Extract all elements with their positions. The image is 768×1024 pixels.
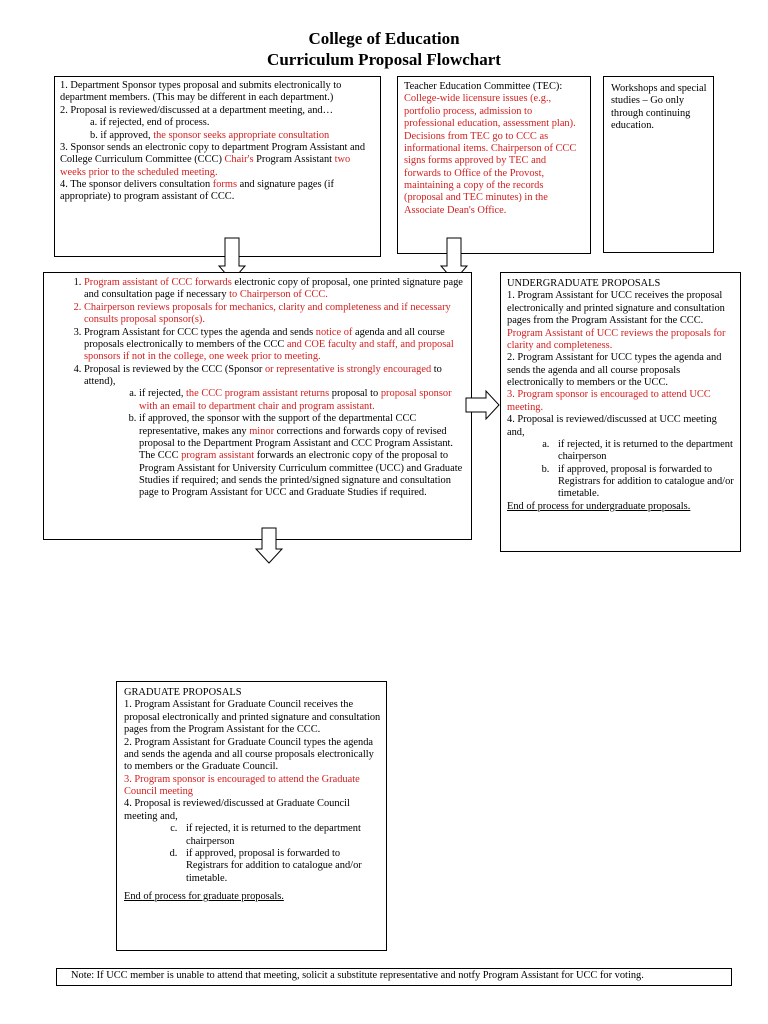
ug-title: UNDERGRADUATE PROPOSALS [507,278,661,289]
ccc-step-4b: b. if approved, the sponsor with the support of the departmental CCC representative, makes any minor corrections and forwards copy of revised proposal to the Department Program Assistant and CCC Program Assistant. The CCC program assistant forwards an electronic copy of the proposal to Program Assistant for University Curriculum committee (UCC) and Graduate Studies if required; and sends the printed/signed signature and consultation page to Program Assistant for UCC and Graduate Studies if required. [139,413,465,500]
workshops-text: Workshops and special studies – Go only through continuing education. [611,83,707,132]
grad-step-4: 4. Proposal is reviewed/discussed at Graduate Council meeting and, [124,798,350,822]
ccc-step-3: 3. Program Assistant for CCC types the agenda and sends notice of agenda and all course proposals electronically to members of the CCC and COE faculty and staff, and proposal sponsors if not in the college, one week prior to meeting. [84,327,465,364]
undergraduate-proposals-box [500,272,741,552]
dept-step-2: 2. Proposal is reviewed/discussed at a department meeting, and… [60,104,333,116]
ug-step-4a: a. if rejected, it is returned to the department chairperson [552,439,736,464]
dept-step-3: 3. Sponsor sends an electronic copy to department Program Assistant and College Curriculum Committee (CCC) Chair's Program Assistant two weeks prior to the scheduled meeting. [60,141,366,178]
ccc-process-box [43,272,472,540]
tec-heading: Teacher Education Committee (TEC): [404,81,563,92]
ccc-step-1: 1. Program assistant of CCC forwards electronic copy of proposal, one printed signature page and consultation page if necessary to Chairperson of CCC. [84,277,465,302]
graduate-proposals-box [116,681,387,951]
tec-description: College-wide licensure issues (e.g., portfolio process, admission to professional education, assessment plan). Decisions from TEC go to CCC as informational items. Chairperson of CCC signs forms approved by TEC and forwards to Office of the Provost, maintaining a copy of the records (proposal and TEC minutes) in the Associate Dean's Office. [404,93,577,216]
ug-step-4b: b. if approved, proposal is forwarded to Registrars for addition to catalogue and/or timetable. [552,464,736,501]
ug-step-2: 2. Program Assistant for UCC types the agenda and sends the agenda and all course proposals electronically to members or the UCC. [507,352,722,388]
tec-box [397,76,591,254]
grad-title: GRADUATE PROPOSALS [124,687,242,698]
grad-step-4d: d. if approved, proposal is forwarded to Registrars for addition to catalogue and/or timetable. [180,848,382,885]
grad-step-4c: c. if rejected, it is returned to the department chairperson [180,823,382,848]
document-title: College of Education [308,29,460,48]
footer-note: Note: If UCC member is unable to attend that meeting, solicit a substitute representative and notfy Program Assistant for UCC for voting. [56,968,732,986]
dept-step-2a: a. if rejected, end of process. [90,117,210,129]
grad-step-1: 1. Program Assistant for Graduate Council receives the proposal electronically and printed signature and consultation pages from the Program Assistant for the CCC. [124,699,381,736]
department-process-box [54,76,381,257]
ug-end: End of process for undergraduate proposals. [507,500,691,512]
grad-end: End of process for graduate proposals. [124,891,284,902]
workshops-box [603,76,714,253]
grad-step-3: 3. Program sponsor is encouraged to attend the Graduate Council meeting [124,773,360,797]
dept-step-1: 1. Department Sponsor types proposal and submits electronically to department members. (This may be different in each department.) [60,80,342,104]
down-arrow-icon [256,528,282,564]
dept-step-4: 4. The sponsor delivers consultation forms and signature pages (if appropriate) to program assistant of CCC. [60,179,334,203]
ug-step-1: 1. Program Assistant for UCC receives the proposal electronically and printed signature and consultation pages from the Program Assistant for the CCC. Program Assistant of UCC reviews the proposals for clarity and completeness. [507,290,726,351]
right-arrow-icon [466,391,500,419]
ccc-step-2: 2. Chairperson reviews proposals for mechanics, clarity and completeness and if necessary consults proposal sponsor(s). [84,302,465,327]
dept-step-2b: b. if approved, the sponsor seeks appropriate consultation [90,129,330,141]
flowchart-title: Curriculum Proposal Flowchart [267,50,501,69]
ug-step-3: 3. Program sponsor is encouraged to attend UCC meeting. [507,389,711,413]
ccc-step-4a: a. if rejected, the CCC program assistant returns proposal to proposal sponsor with an email to department chair and program assistant. [139,388,465,413]
ccc-step-4: 4. Proposal is reviewed by the CCC (Sponsor or representative is strongly encouraged to attend), a. if rejected, the CCC program assistant returns proposal to proposal sponsor with an email to department chair and program assistant. b. if approved, the sponsor with the support of the departmental CCC representative, makes any minor corrections and forwards copy of revised proposal to the Department Program Assistant and CCC Program Assistant. The CCC program assistant forwards an electronic copy of the proposal to Program Assistant for University Curriculum committee (UCC) and Graduate Studies if required; and sends the printed/signed signature and consultation page to Program Assistant for UCC and Graduate Studies if required. [84,364,465,500]
ug-step-4: 4. Proposal is reviewed/discussed at UCC meeting and, [507,414,717,438]
grad-step-2: 2. Program Assistant for Graduate Council types the agenda and sends the agenda and all course proposals electronically to members or the Graduate Council. [124,736,374,773]
